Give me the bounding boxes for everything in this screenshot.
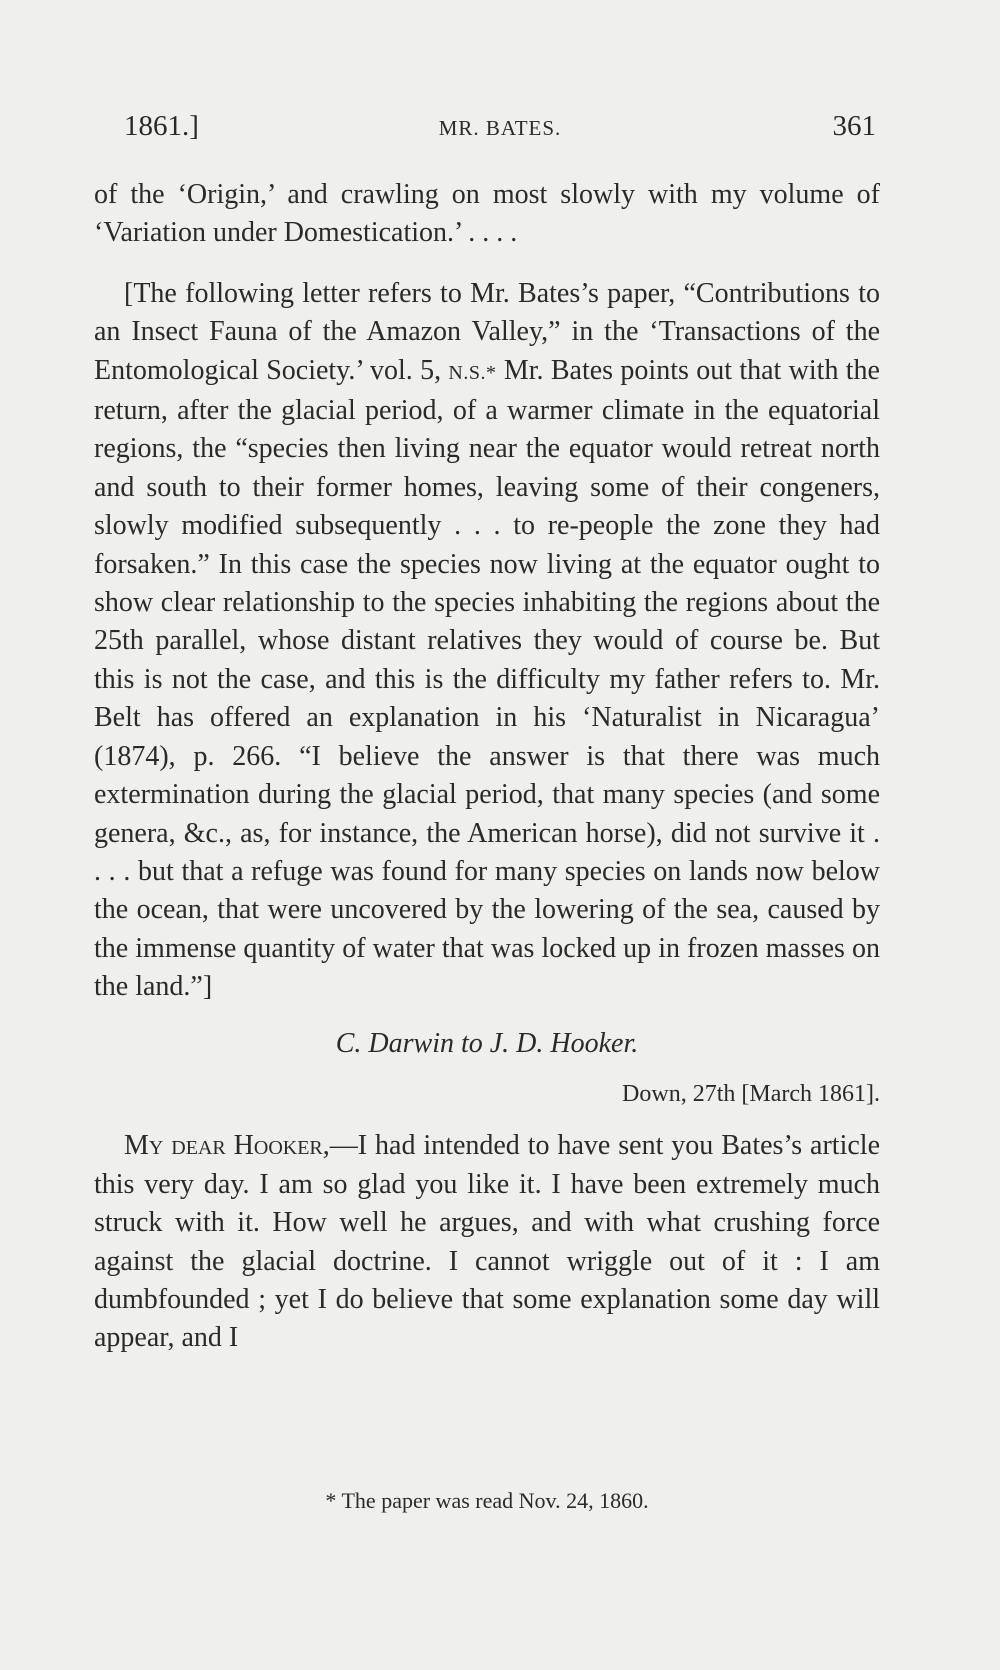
header-running-title: MR. BATES. xyxy=(438,116,562,140)
new-series-abbrev: N.S.* xyxy=(448,361,497,384)
letter-heading: C. Darwin to J. D. Hooker. xyxy=(335,1027,639,1059)
header-year: 1861.] xyxy=(124,110,199,142)
footnote: * The paper was read Nov. 24, 1860. xyxy=(325,1488,649,1513)
letter-dateline: Down, 27th [March 1861]. xyxy=(622,1080,880,1107)
letter-salutation: My dear Hooker, xyxy=(124,1130,330,1162)
paragraph-editorial-note xyxy=(94,275,880,1007)
header-page-number: 361 xyxy=(832,110,876,142)
editorial-note-part-2: Mr. Bates points out that with the return, after the glacial period, of a warmer climate in the equatorial regions, the “species then living near the equator would retreat north and south to their former homes, leaving some of their congeners, slowly modified subsequently . . . to re-people the zone they had forsaken.” In this case the species now living at the equator ought to show clear relationship to the species inhabiting the regions about the 25th parallel, whose distant relatives they would of course be. But this is not the case, and this is the difficulty my father refers to. Mr. Belt has offered an explanation in his ‘Naturalist in Nicaragua’ (1874), p. 266. “I believe the answer is that there was much extermination during the glacial period, that many species (and some genera, &c., as, for instance, the American horse), did not survive it . . . . but that a refuge was found for many species on lands now below the ocean, that were uncovered by the lowering of the sea, caused by the immense quantity of water that was locked up in frozen masses on the land.”] xyxy=(94,354,880,1003)
letter-text: —I had intended to have sent you Bates’s article this very day. I am so glad you like it. I have been extremely much struck with it. How well he argues, and with what crushing force against the glacial doctrine. I cannot wriggle out of it : I am dumbfounded ; yet I do believe that some explanation some day will appear, and I xyxy=(94,1130,880,1354)
letter-body xyxy=(94,1127,880,1357)
editorial-note-part-1: [The following letter refers to Mr. Bates’s paper, “Contributions to an Insect Fauna of the Amazon Valley,” in the ‘Transactions of the Entomological Society.’ vol. 5, xyxy=(94,277,880,386)
paragraph-continuation: of the ‘Origin,’ and crawling on most slowly with my volume of ‘Variation under Domestication.’ . . . . xyxy=(94,179,880,249)
running-header xyxy=(124,110,876,150)
page-body xyxy=(94,176,880,1358)
